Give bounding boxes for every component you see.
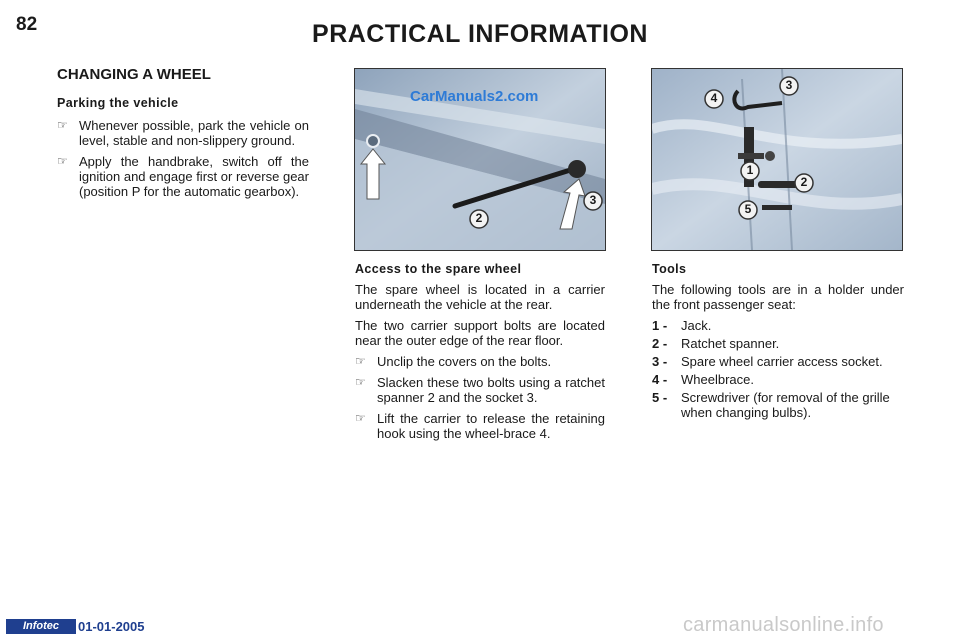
page-number: 82: [16, 14, 38, 35]
tool-number: 1 -: [652, 318, 668, 333]
pointing-hand-icon: ☞: [57, 154, 68, 168]
tool-item: [652, 390, 904, 420]
spare-bullet: [355, 354, 605, 369]
tool-text: Spare wheel carrier access socket.: [681, 354, 883, 369]
callout-label: 1: [746, 163, 754, 177]
parking-bullet: [57, 154, 309, 199]
callout-label: 5: [744, 202, 752, 216]
callout-label: 4: [710, 91, 718, 105]
section-title: CHANGING A WHEEL: [57, 66, 211, 83]
tool-number: 5 -: [652, 390, 668, 405]
spare-bullet: [355, 411, 605, 441]
callout-label: 2: [800, 175, 808, 189]
spare-bullet-text: Slacken these two bolts using a ratchet spanner 2 and the socket 3.: [377, 375, 605, 405]
tools-photo: [651, 68, 903, 251]
tool-number: 2 -: [652, 336, 668, 351]
tools-intro: The following tools are in a holder under the front passenger seat:: [652, 282, 904, 312]
page-title: PRACTICAL INFORMATION: [312, 20, 648, 48]
callout-label: 3: [785, 78, 793, 92]
parking-heading: Parking the vehicle: [57, 96, 179, 110]
spare-paragraph: The spare wheel is located in a carrier underneath the vehicle at the rear.: [355, 282, 605, 312]
infotec-badge: Infotec: [6, 619, 76, 634]
parking-bullet: [57, 118, 309, 148]
tools-section: [652, 262, 904, 423]
spare-paragraph: The two carrier support bolts are located near the outer edge of the rear floor.: [355, 318, 605, 348]
callout-label: 3: [589, 193, 597, 207]
tool-text: Jack.: [681, 318, 712, 333]
spare-wheel-section: [355, 262, 605, 447]
tool-item: [652, 318, 904, 333]
tool-number: 3 -: [652, 354, 668, 369]
pointing-hand-icon: ☞: [57, 118, 68, 132]
spare-bullet-text: Lift the carrier to release the retaining hook using the wheel-brace 4.: [377, 411, 605, 441]
tool-item: [652, 336, 904, 351]
pointing-hand-icon: ☞: [355, 354, 366, 368]
tools-heading: Tools: [652, 262, 687, 276]
tool-item: [652, 354, 904, 369]
pointing-hand-icon: ☞: [355, 411, 366, 425]
tool-number: 4 -: [652, 372, 668, 387]
footer-site-link[interactable]: carmanualsonline.info: [683, 614, 884, 636]
tool-item: [652, 372, 904, 387]
parking-bullet-text: Whenever possible, park the vehicle on level, stable and non-slippery ground.: [79, 118, 309, 148]
callout-label: 2: [475, 211, 483, 225]
tool-text: Wheelbrace.: [681, 372, 754, 387]
spare-heading: Access to the spare wheel: [355, 262, 522, 276]
parking-section: [57, 96, 309, 205]
tool-text: Screwdriver (for removal of the grille when changing bulbs).: [681, 390, 890, 420]
tool-text: Ratchet spanner.: [681, 336, 780, 351]
watermark-text: CarManuals2.com: [410, 88, 539, 105]
spare-bullet: [355, 375, 605, 405]
footer-date: 01-01-2005: [78, 619, 145, 634]
parking-bullet-text: Apply the handbrake, switch off the ignition and engage first or reverse gear (position P for the automatic gearbox).: [79, 154, 309, 199]
tools-illustration: [652, 69, 902, 250]
pointing-hand-icon: ☞: [355, 375, 366, 389]
spare-bullet-text: Unclip the covers on the bolts.: [377, 354, 552, 369]
